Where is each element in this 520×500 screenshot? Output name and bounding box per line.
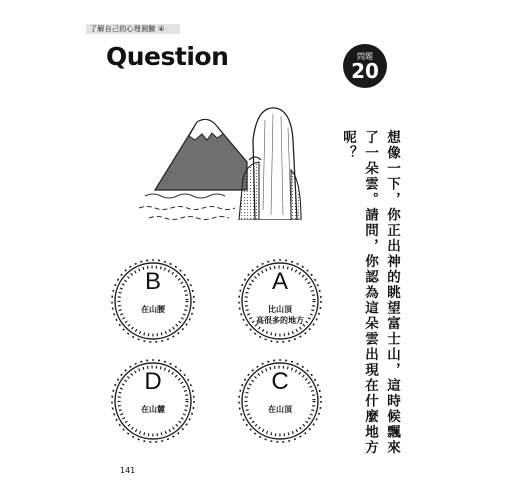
option-text: 在山麓: [141, 405, 165, 414]
option-text: [237, 304, 323, 326]
option-text: 在山腰: [141, 305, 165, 314]
question-text: 想像一下，你正出神的眺望富士山，這時候飄來了一朵雲。請問，你認為這朵雲出現在什麼地方呢？: [340, 130, 400, 456]
option-text-line: 高很多的地方: [256, 316, 304, 325]
mount-fuji-illustration: [135, 100, 305, 220]
option-text: 在山頂: [268, 405, 292, 414]
running-head: 了解自己的心理測驗 ④: [86, 24, 180, 34]
option-b[interactable]: [110, 258, 196, 344]
badge-label: 問題: [357, 52, 373, 61]
option-letter: B: [144, 268, 161, 295]
option-c[interactable]: [237, 358, 323, 444]
option-a[interactable]: [237, 258, 323, 344]
option-letter: A: [271, 268, 288, 295]
option-letter: D: [144, 368, 162, 395]
page-number: 141: [120, 466, 136, 475]
option-letter: C: [271, 368, 289, 395]
option-text-line: 比山頂: [268, 305, 292, 314]
badge-number: 20: [351, 59, 379, 83]
page-title: Question: [106, 42, 229, 71]
question-number-badge: [343, 44, 387, 88]
option-d[interactable]: [110, 358, 196, 444]
